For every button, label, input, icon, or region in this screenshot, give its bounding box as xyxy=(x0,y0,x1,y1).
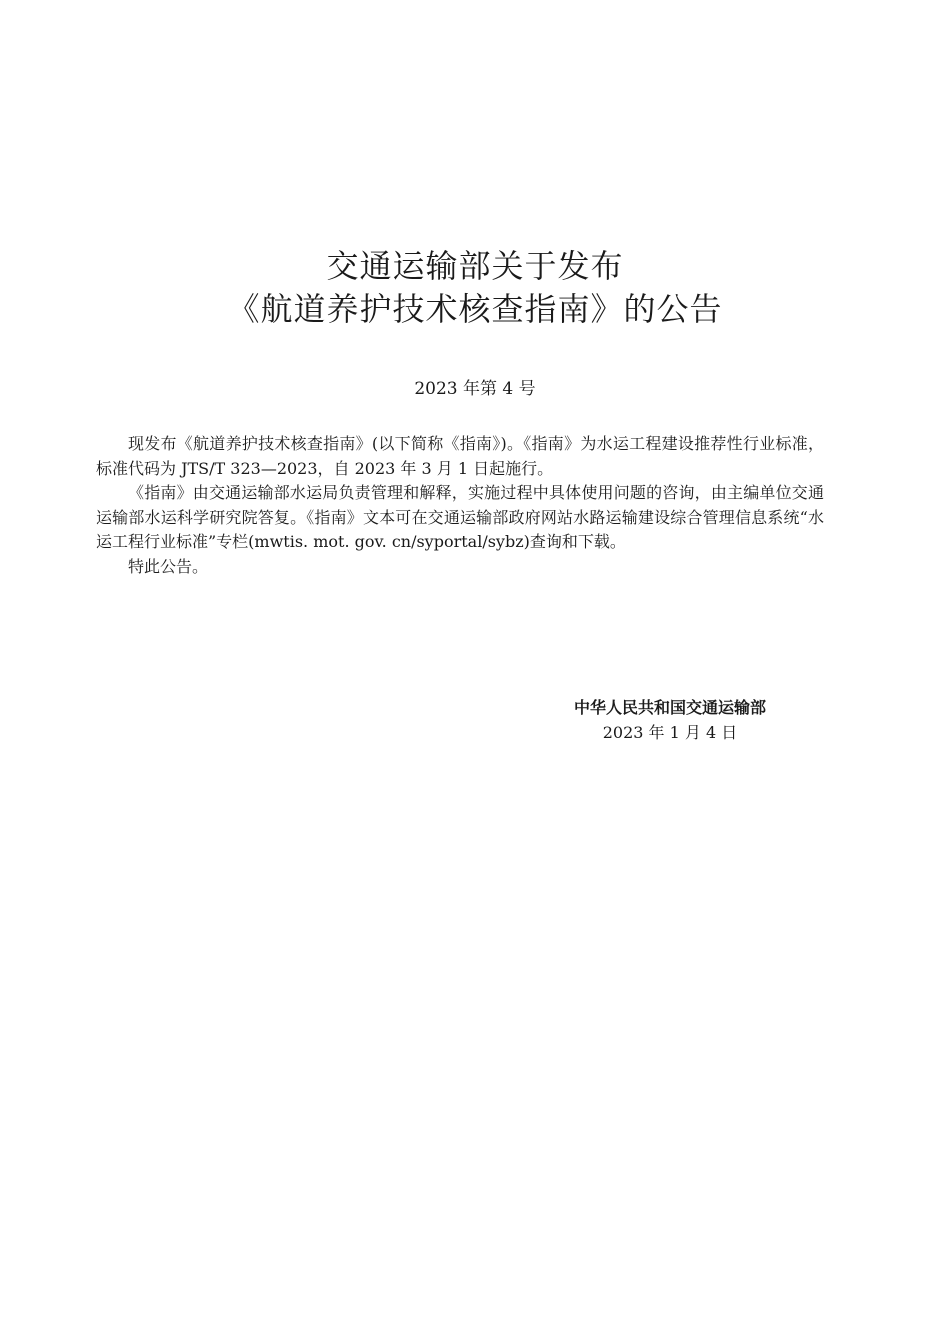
paragraph-closing: 特此公告。 xyxy=(128,556,209,576)
issue-date: 2023 年 1 月 4 日 xyxy=(602,723,738,742)
announcement-body xyxy=(96,432,824,579)
title-line-2: 《航道养护技术核查指南》的公告 xyxy=(227,290,723,328)
issue-number: 2023 年第 4 号 xyxy=(414,379,536,399)
issuer-signature: 中华人民共和国交通运输部 xyxy=(573,698,766,717)
paragraph-publish: 现发布《航道养护技术核查指南》(以下简称《指南》)。《指南》为水运工程建设推荐性行业标准，标准代码为 JTS/T 323—2023，自 2023 年 3 月 1 日起施行。 xyxy=(96,434,824,478)
paragraph-management: 《指南》由交通运输部水运局负责管理和解释，实施过程中具体使用问题的咨询，由主编单位交通运输部水运科学研究院答复。《指南》文本可在交通运输部政府网站水路运输建设综合管理信息系统“水运工程行业标准”专栏(mwtis. mot. gov. cn/syportal/sybz)查询和下载。 xyxy=(96,483,824,551)
title-line-1: 交通运输部关于发布 xyxy=(326,247,624,285)
